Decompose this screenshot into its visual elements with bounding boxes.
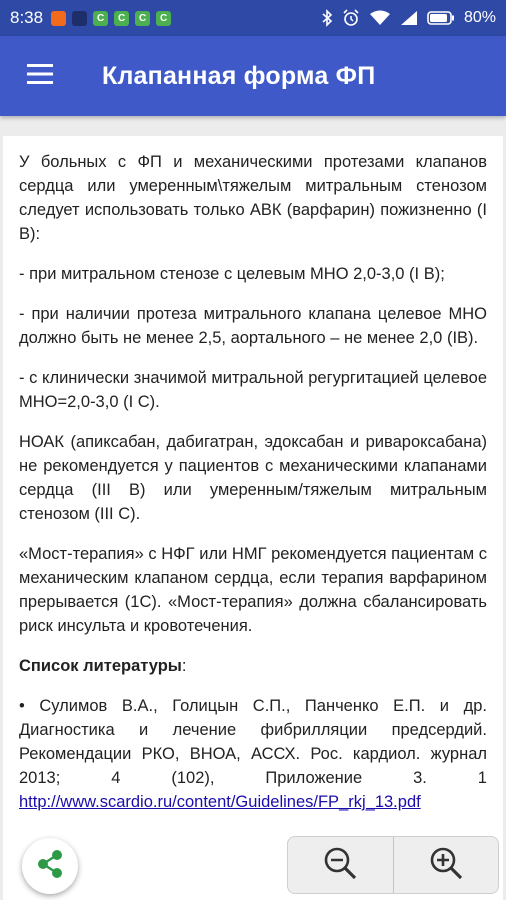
wifi-icon [369, 10, 391, 26]
reference-link[interactable]: http://www.scardio.ru/content/Guidelines/FP_rkj_13.pdf [19, 793, 421, 811]
notification-app-icon: C [114, 11, 129, 26]
notification-app-icon: C [156, 11, 171, 26]
alarm-icon [342, 9, 360, 27]
article-paragraph: НОАК (апиксабан, дабигатран, эдоксабан и ривароксабана) не рекомендуется у пациентов с механическими клапанами сердца (III В) или умеренным/тяжелым митральным стенозом (III С). [19, 433, 487, 523]
share-button[interactable] [22, 838, 78, 894]
article-paragraph: У больных с ФП и механическими протезами клапанов сердца или умеренным\тяжелым митральным стенозом следует использовать только АВК (варфарин) пожизненно (I В): [19, 153, 487, 243]
status-bar [0, 0, 506, 36]
article-card [3, 136, 503, 900]
battery-percent: 80% [463, 9, 496, 26]
status-icons [321, 9, 496, 27]
reference-text: • Сулимов В.А., Голицын С.П., Панченко Е.П. и др. Диагностика и лечение фибрилляции предсердий. Рекомендации РКО, ВНОА, АССХ. Рос. кардиол. журнал 2013; 4 (102), Приложение 3. 1 [19, 697, 487, 787]
bluetooth-icon [321, 9, 333, 27]
notification-app-icon [51, 11, 66, 26]
article-content [3, 136, 503, 814]
notification-app-icon: C [93, 11, 108, 26]
hamburger-menu-icon [27, 64, 53, 89]
zoom-out-button[interactable] [288, 837, 393, 893]
battery-icon [427, 11, 455, 25]
zoom-in-button[interactable] [393, 837, 499, 893]
article-paragraph: - при митральном стенозе с целевым МНО 2,0-3,0 (I В); [19, 265, 445, 283]
signal-icon [400, 10, 418, 26]
article-paragraph: - с клинически значимой митральной регургитацией целевое МНО=2,0-3,0 (I С). [19, 369, 487, 411]
article-paragraph: - при наличии протеза митрального клапана целевое МНО должно быть не менее 2,5, аортального – не менее 2,0 (IВ). [19, 305, 487, 347]
zoom-in-icon [428, 845, 464, 886]
notification-app-icon: C [135, 11, 150, 26]
page-title: Клапанная форма ФП [102, 61, 376, 90]
zoom-controls [287, 836, 499, 894]
status-time: 8:38 [10, 8, 44, 27]
references-heading-line [19, 654, 487, 678]
share-icon [35, 848, 65, 885]
reference-item [19, 694, 487, 814]
app-bar [0, 36, 506, 116]
references-colon: : [181, 657, 187, 675]
article-paragraph: «Мост-терапия» с НФГ или НМГ рекомендуется пациентам с механическим клапаном сердца, если терапия варфарином прерывается (1С). «Мост-терапия» должна сбалансировать риск инсульта и кровотечения. [19, 545, 487, 635]
notification-app-icon [72, 11, 87, 26]
references-heading: Список литературы [19, 657, 182, 675]
menu-button[interactable] [0, 36, 80, 116]
zoom-out-icon [322, 845, 358, 886]
